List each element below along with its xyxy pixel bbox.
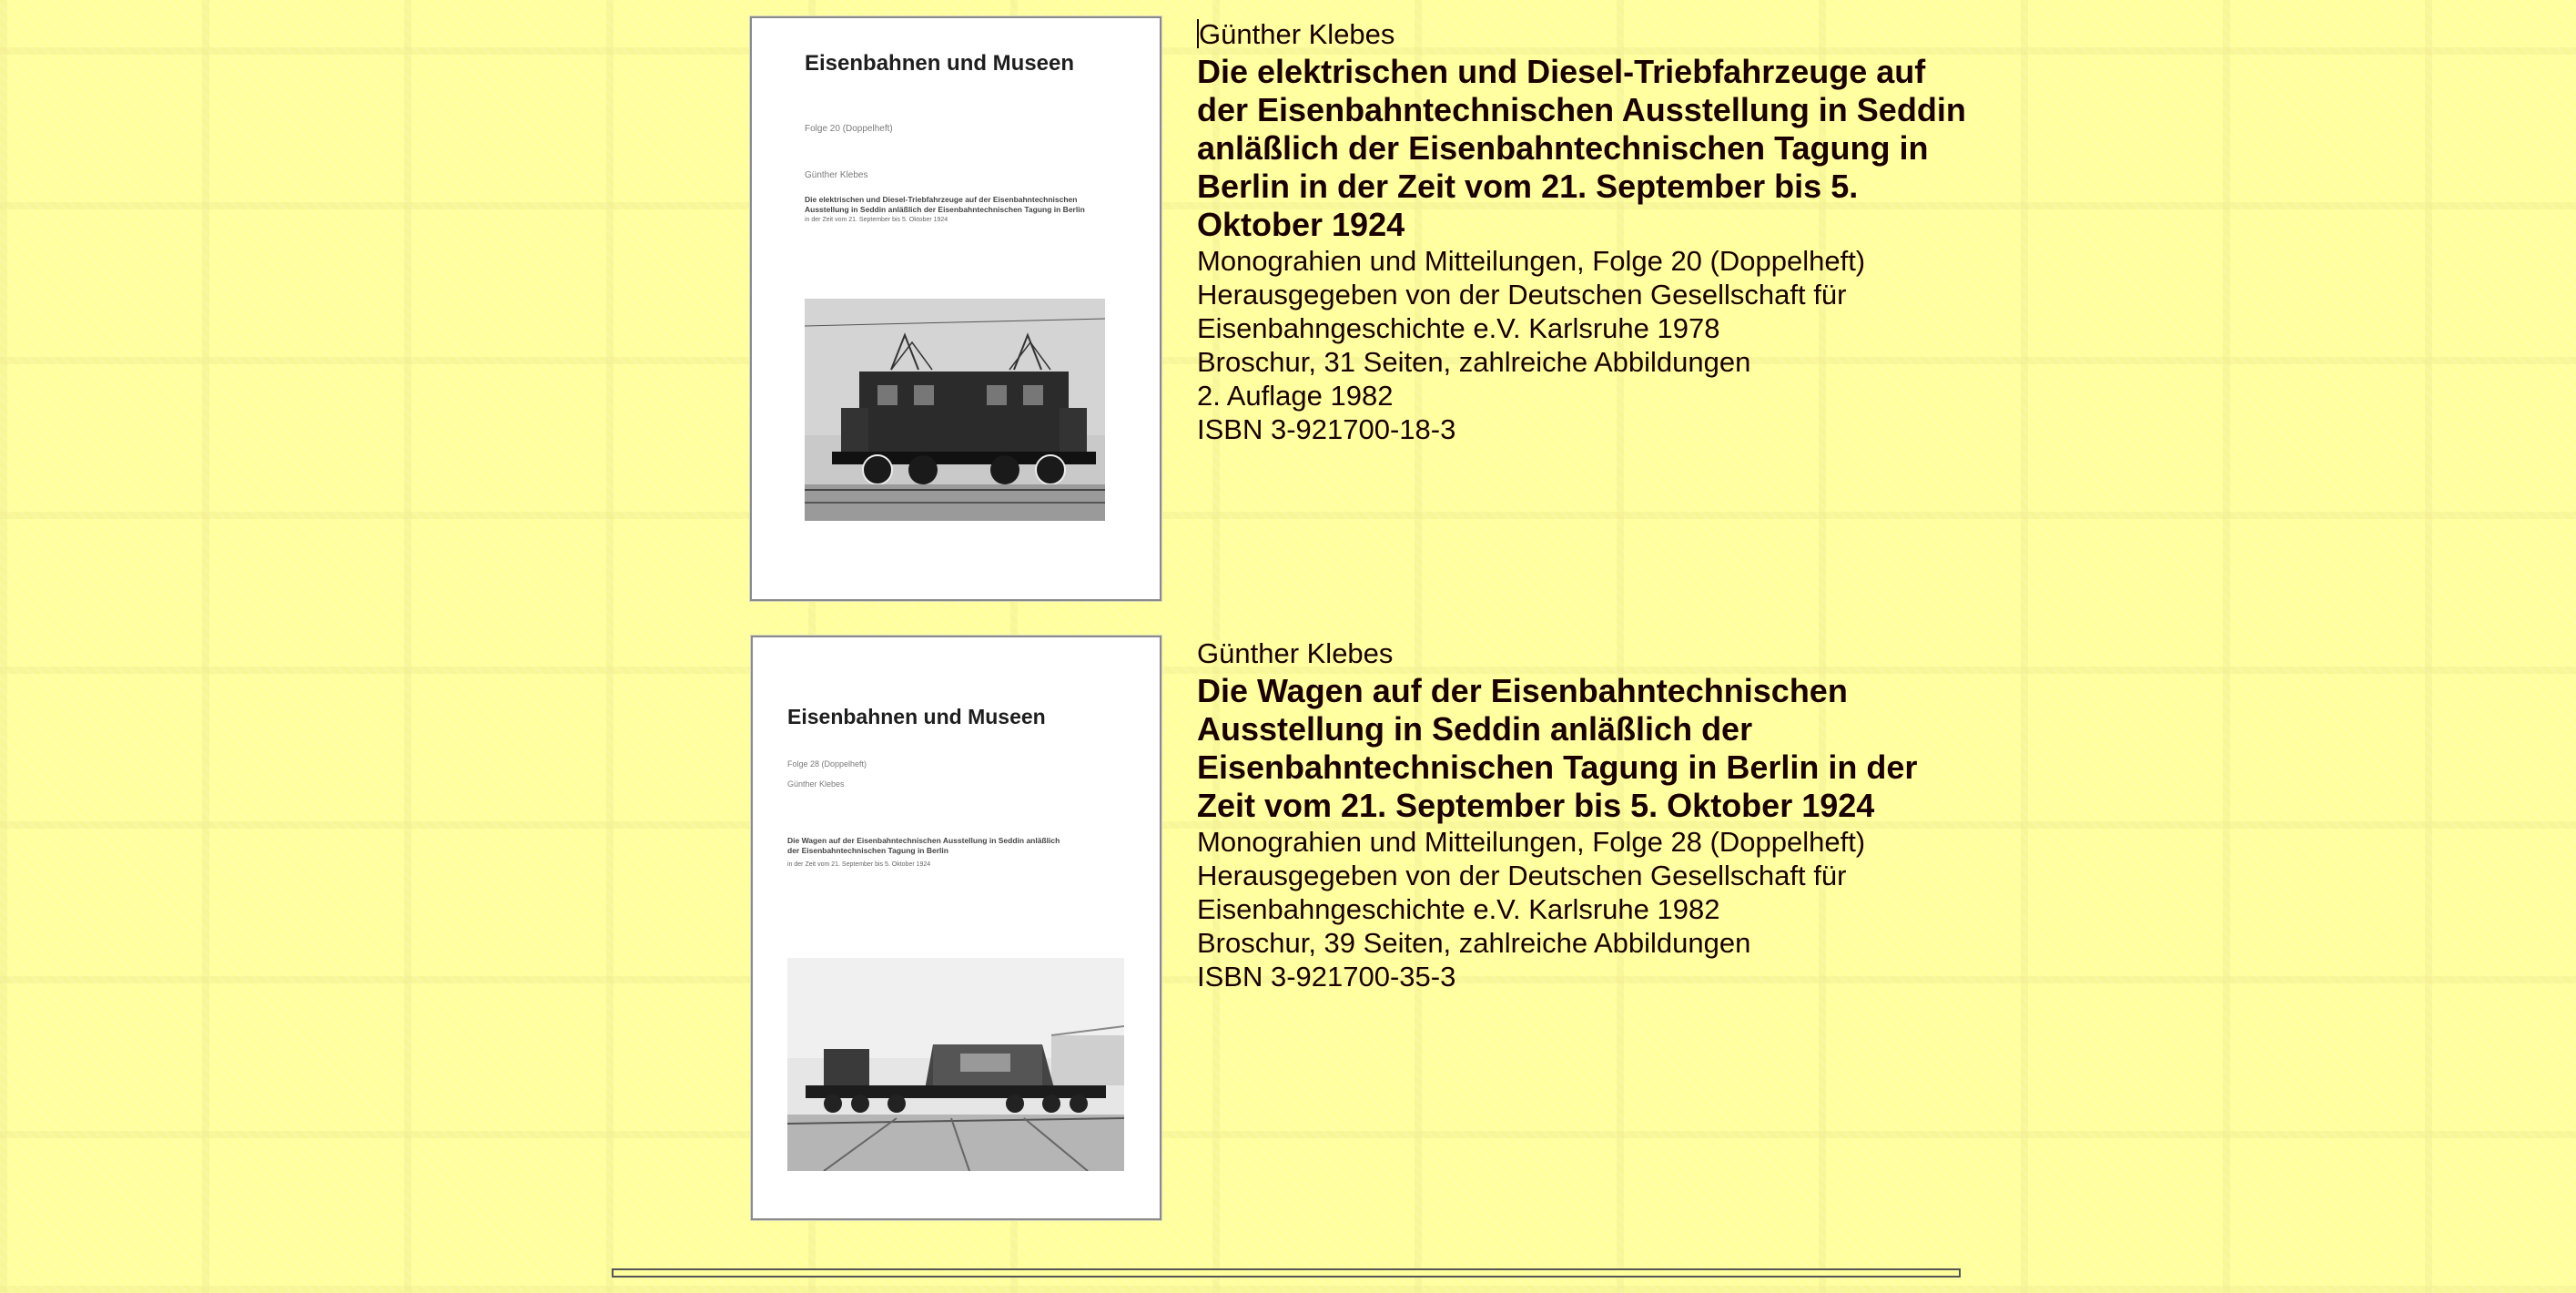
book-cover-image-1[interactable] <box>750 16 1161 601</box>
cover-title: Die Wagen auf der Eisenbahntechnischen Ausstellung in Seddin anläßlich der Eisenbahntechnischen Tagung in Berlin <box>787 836 1060 855</box>
book-series-info: Monograhien und Mitteilungen, Folge 28 (Doppelheft) <box>1197 826 1866 858</box>
cover-photo-wagon <box>787 958 1124 1171</box>
book-format: Broschur, 31 Seiten, zahlreiche Abbildungen <box>1197 346 1751 378</box>
book-publisher-line-2: Eisenbahngeschichte e.V. Karlsruhe 1982 <box>1197 893 1720 925</box>
cover-dates: in der Zeit vom 21. September bis 5. Oktober 1924 <box>805 217 948 223</box>
book-title: Die Wagen auf der Eisenbahntechnischen Ausstellung in Seddin anläßlich der Eisenbahntechnischen Tagung in Berlin in der Zeit vom 21. September bis 5. Oktober 1924 <box>1197 672 1918 824</box>
book-isbn: ISBN 3-921700-35-3 <box>1197 961 1456 993</box>
book-series-info: Monograhien und Mitteilungen, Folge 20 (Doppelheft) <box>1197 245 1866 277</box>
book-edition: 2. Auflage 1982 <box>1197 380 1394 412</box>
book-publisher-line-1: Herausgegeben von der Deutschen Gesellschaft für <box>1197 279 1847 311</box>
book-format: Broschur, 39 Seiten, zahlreiche Abbildungen <box>1197 927 1751 959</box>
cover-title: Die elektrischen und Diesel-Triebfahrzeuge auf der Eisenbahntechnischen Ausstellung in Seddin anläßlich der Eisenbahntechnischen Tagung in Berlin <box>805 195 1085 214</box>
cover-author: Günther Klebes <box>805 170 868 180</box>
book-details-2 <box>1197 636 1980 993</box>
cover-photo-locomotive <box>805 299 1105 521</box>
book-cover-image-2[interactable] <box>751 636 1161 1220</box>
book-author <box>1197 16 1980 53</box>
cover-issue: Folge 20 (Doppelheft) <box>805 124 893 134</box>
book-title: Die elektrischen und Diesel-Triebfahrzeuge auf der Eisenbahntechnischen Ausstellung in Seddin anläßlich der Eisenbahntechnischen Tagung in Berlin in der Zeit vom 21. September bis 5. Oktober 1924 <box>1197 53 1966 243</box>
cover-author: Günther Klebes <box>787 779 845 789</box>
book-details-1 <box>1197 16 1980 446</box>
book-author-text: Günther Klebes <box>1199 18 1395 50</box>
book-publisher-line-1: Herausgegeben von der Deutschen Gesellschaft für <box>1197 860 1847 891</box>
cover-dates: in der Zeit vom 21. September bis 5. Oktober 1924 <box>787 861 931 868</box>
book-author: Günther Klebes <box>1197 637 1394 669</box>
horizontal-rule <box>612 1268 1961 1278</box>
book-publisher-line-2: Eisenbahngeschichte e.V. Karlsruhe 1978 <box>1197 312 1720 344</box>
cover-series-title: Eisenbahnen und Museen <box>805 51 1075 76</box>
book-isbn: ISBN 3-921700-18-3 <box>1197 413 1456 445</box>
cover-issue: Folge 28 (Doppelheft) <box>787 759 867 769</box>
cover-series-title: Eisenbahnen und Museen <box>787 705 1046 728</box>
